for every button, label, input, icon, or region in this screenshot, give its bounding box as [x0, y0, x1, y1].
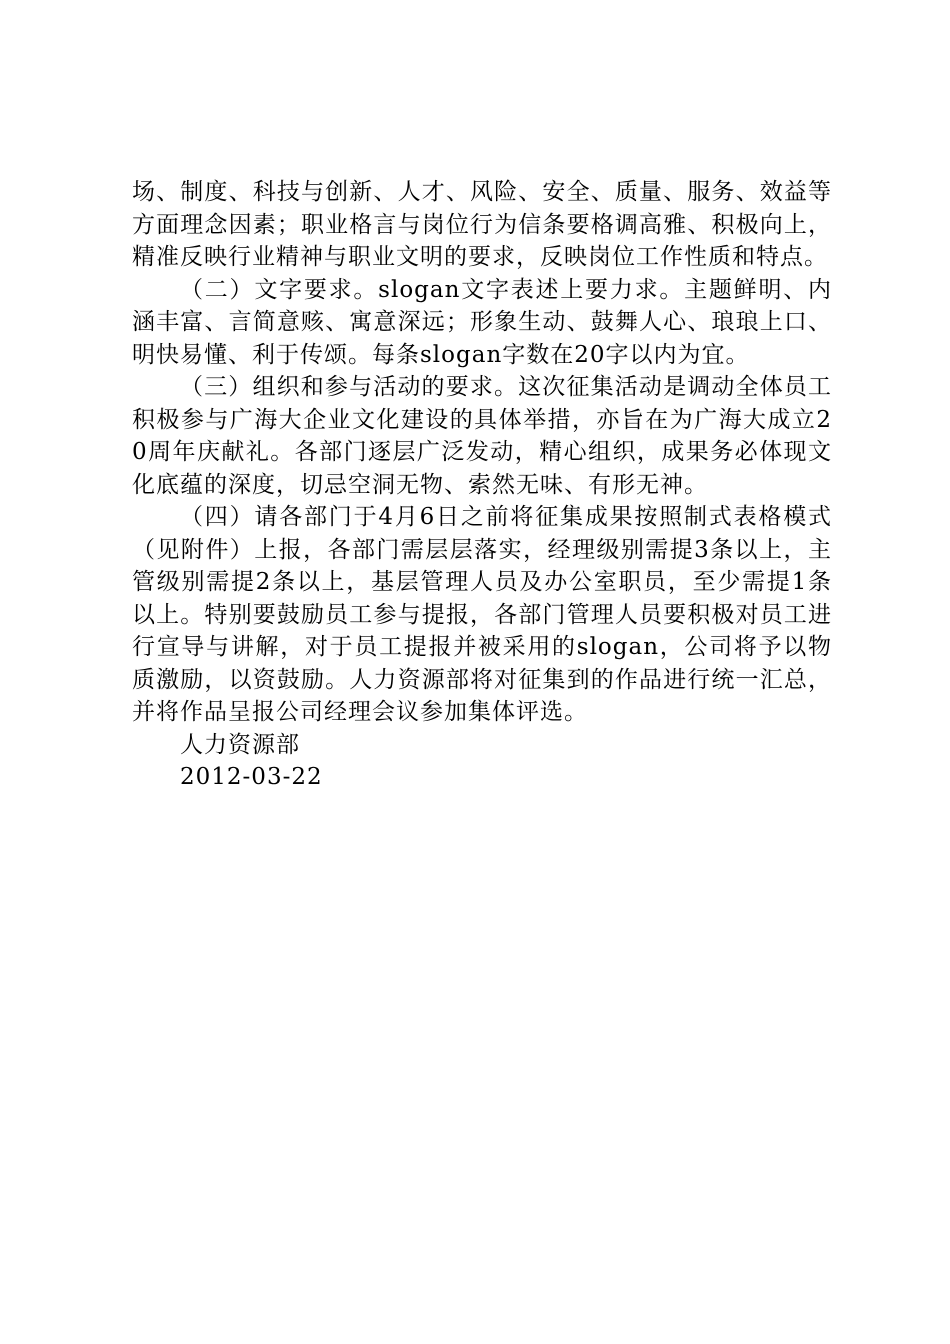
document-body	[132, 176, 832, 794]
signature-department: 人力资源部	[180, 731, 300, 758]
signature-date: 2012-03-22	[180, 764, 323, 790]
paragraph-continuation: 场、制度、科技与创新、人才、风险、安全、质量、服务、效益等方面理念因素；职业格言与岗位行为信条要格调高雅、积极向上，精准反映行业精神与职业文明的要求，反映岗位工作性质和特点。	[132, 179, 832, 270]
paragraph-submission-deadline: （四）请各部门于4月6日之前将征集成果按照制式表格模式（见附件）上报，各部门需层层落实，经理级别需提3条以上，主管级别需提2条以上，基层管理人员及办公室职员，至少需提1条以上。特别要鼓励员工参与提报，各部门管理人员要积极对员工进行宣导与讲解，对于员工提报并被采用的slogan，公司将予以物质激励，以资鼓励。人力资源部将对征集到的作品进行统一汇总，并将作品呈报公司经理会议参加集体评选。	[132, 504, 832, 725]
paragraph-organization-requirements: （三）组织和参与活动的要求。这次征集活动是调动全体员工积极参与广海大企业文化建设的具体举措，亦旨在为广海大成立20周年庆献礼。各部门逐层广泛发动，精心组织，成果务必体现文化底蕴的深度，切忌空洞无物、索然无味、有形无神。	[132, 374, 832, 498]
paragraph-text-requirements: （二）文字要求。slogan文字表述上要力求。主题鲜明、内涵丰富、言简意赅、寓意深远；形象生动、鼓舞人心、琅琅上口、明快易懂、利于传颂。每条slogan字数在20字以内为宜。	[132, 276, 832, 368]
